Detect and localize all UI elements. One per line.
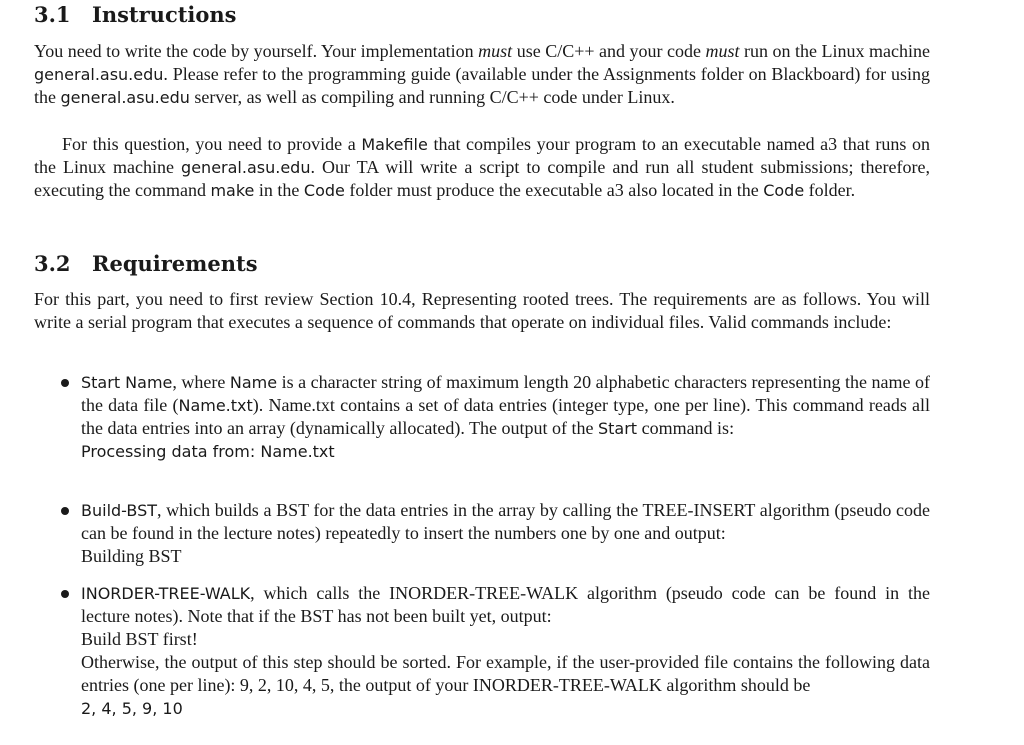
instructions-paragraph-1 (34, 40, 930, 109)
command-name: Start Name (81, 373, 173, 392)
text-run: in the (254, 180, 304, 200)
list-item-build-bst (81, 499, 930, 568)
text-run: folder. (804, 180, 856, 200)
requirements-intro: For this part, you need to first review Section 10.4, Representing rooted trees. The requirements are as follows. You will write a serial program that executes a sequence of commands that operate on individual files. Valid commands include: (34, 289, 930, 332)
section-heading-instructions (34, 2, 237, 27)
text-run: , which builds a BST for the data entries in the array by calling the TREE-INSERT algorithm (pseudo code can be found in the lecture notes) repeatedly to insert the numbers one by one and output: (81, 500, 930, 543)
text-run: folder must produce the executable a3 also located in the (344, 180, 764, 200)
text-run: Otherwise, the output of this step should be sorted. For example, if the user-provided file contains the following data entries (one per line): 9, 2, 10, 4, 5, the output of your INORDER-TREE-WALK algorithm should be (81, 652, 930, 695)
server-name: general.asu.edu (60, 88, 190, 107)
command-name: INORDER-TREE-WALK (81, 584, 251, 603)
output-example: Building BST (81, 546, 182, 566)
text-run: . Please refer to the programming guide (available under the Assignments folder on Blackboard) for using the (34, 64, 930, 107)
bullet-icon (61, 507, 69, 515)
text-run: . Our TA will write a script to compile and run all student submissions; therefore, executing the command (34, 157, 930, 200)
instructions-paragraph-2 (34, 133, 930, 202)
text-run: run on the Linux machine (739, 41, 930, 61)
term-start: Start (597, 419, 638, 438)
text-run: use C/C++ and your code (512, 41, 706, 61)
text-run: server, as well as compiling and running C/C++ code under Linux. (189, 87, 675, 107)
section-heading-requirements (34, 251, 258, 276)
makefile-term: Makefile (361, 135, 428, 154)
text-run: , where (172, 372, 230, 392)
command-name: Build-BST (81, 501, 157, 520)
bullet-icon (61, 590, 69, 598)
list-item-start (81, 371, 930, 463)
list-item-inorder-tree-walk (81, 582, 930, 720)
output-example: Build BST first! (81, 629, 198, 649)
emphasis-must: must (705, 41, 740, 61)
output-example: Processing data from: Name.txt (81, 442, 335, 461)
bullet-icon (61, 379, 69, 387)
code-folder: Code (303, 181, 345, 200)
text-run: , which calls the INORDER-TREE-WALK algorithm (pseudo code can be found in the lecture notes). Note that if the BST has not been built yet, output: (81, 583, 930, 626)
section-number: 3.1 (34, 2, 71, 27)
section-number: 3.2 (34, 251, 71, 276)
term-name: Name (229, 373, 278, 392)
server-name: general.asu.edu (34, 65, 164, 84)
text-run: that compiles your program to an executable named a3 that runs on the Linux machine (34, 134, 930, 177)
text-run: is a character string of maximum length 20 alphabetic characters representing the name of the data file ( (81, 372, 930, 415)
make-command: make (210, 181, 255, 200)
text-run: You need to write the code by yourself. Your implementation (34, 41, 479, 61)
code-folder: Code (763, 181, 805, 200)
term-filename: Name.txt (178, 396, 253, 415)
text-run: For this question, you need to provide a (62, 134, 362, 154)
server-name: general.asu.edu (181, 158, 311, 177)
text-run: ). Name.txt contains a set of data entries (integer type, one per line). This command reads all the data entries into an array (dynamically allocated). The output of the (81, 395, 930, 438)
output-example: 2, 4, 5, 9, 10 (81, 699, 183, 718)
emphasis-must: must (478, 41, 513, 61)
text-run: command is: (637, 418, 735, 438)
section-title: Requirements (92, 251, 258, 276)
section-title: Instructions (92, 2, 237, 27)
